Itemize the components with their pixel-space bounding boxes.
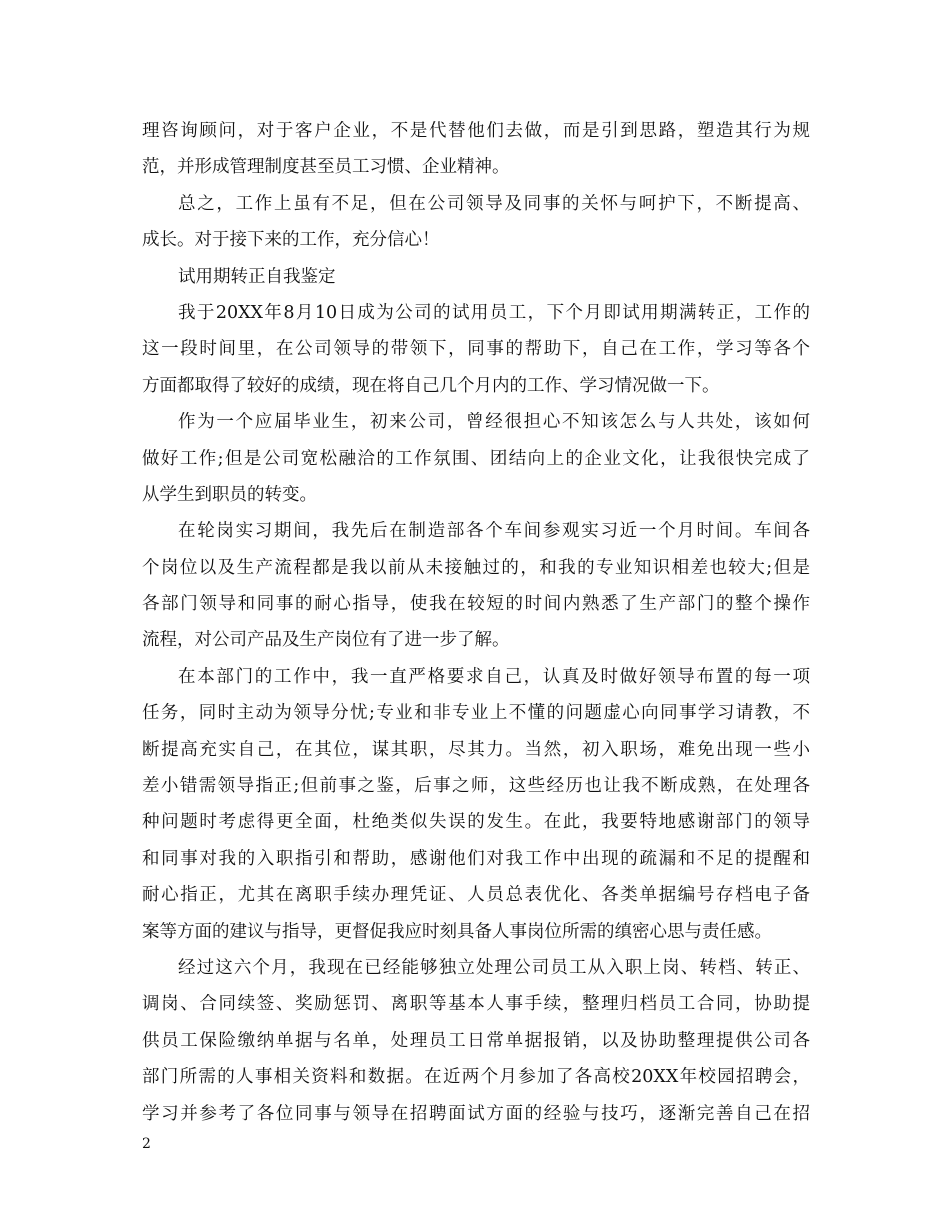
paragraph: [142, 659, 810, 950]
text-line: 耐心指正，尤其在离职手续办理凭证、人员总表优化、各类单据编号存档电子备: [142, 885, 810, 906]
document-body: [142, 113, 810, 1132]
heading-text: 试用期转正自我鉴定: [178, 266, 336, 287]
text-line: 和同事对我的入职指引和帮助，感谢他们对我工作中出现的疏漏和不足的提醒和: [142, 848, 810, 869]
section-heading: [142, 259, 810, 295]
paragraph: [142, 950, 810, 1132]
text-line: 这一段时间里，在公司领导的带领下，同事的帮助下，自己在工作，学习等各个: [142, 339, 810, 360]
text-line: 成长。对于接下来的工作，充分信心！: [142, 230, 440, 251]
text-line: 方面都取得了较好的成绩，现在将自己几个月内的工作、学习情况做一下。: [142, 375, 720, 396]
text-line: 做好工作;但是公司宽松融洽的工作氛围、团结向上的企业文化，让我很快完成了: [142, 448, 810, 469]
paragraph: [142, 113, 810, 186]
text-line: 供员工保险缴纳单据与名单，处理员工日常单据报销，以及协助整理提供公司各: [142, 1030, 810, 1051]
text-line: 差小错需领导指正;但前事之鉴，后事之师，这些经历也让我不断成熟，在处理各: [142, 776, 810, 797]
text-line: 任务，同时主动为领导分忧;专业和非专业上不懂的问题虚心向同事学习请教，不: [142, 703, 810, 724]
text-line: 我于20XX年8月10日成为公司的试用员工，下个月即试用期满转正，工作的: [178, 302, 810, 323]
text-line: 部门所需的人事相关资料和数据。在近两个月参加了各高校20XX年校园招聘会，: [142, 1067, 810, 1088]
text-line: 流程，对公司产品及生产岗位有了进一步了解。: [142, 630, 510, 651]
text-line: 理咨询顾问，对于客户企业，不是代替他们去做，而是引到思路，塑造其行为规: [142, 121, 810, 141]
paragraph: [142, 513, 810, 659]
text-line: 在本部门的工作中，我一直严格要求自己，认真及时做好领导布置的每一项: [178, 666, 810, 687]
text-line: 总之，工作上虽有不足，但在公司领导及同事的关怀与呵护下，不断提高、: [178, 193, 810, 214]
text-line: 调岗、合同续签、奖励惩罚、离职等基本人事手续，整理归档员工合同，协助提: [142, 994, 810, 1015]
text-line: 案等方面的建议与指导，更督促我应时刻具备人事岗位所需的缜密心思与责任感。: [142, 921, 772, 942]
text-line: 在轮岗实习期间，我先后在制造部各个车间参观实习近一个月时间。车间各: [178, 521, 810, 542]
paragraph: [142, 186, 810, 259]
text-line: 种问题时考虑得更全面，杜绝类似失误的发生。在此，我要特地感谢部门的领导: [142, 812, 810, 833]
text-line: 作为一个应届毕业生，初来公司，曾经很担心不知该怎么与人共处，该如何: [178, 412, 810, 433]
text-line: 经过这六个月，我现在已经能够独立处理公司员工从入职上岗、转档、转正、: [178, 957, 810, 978]
text-line: 断提高充实自己，在其位，谋其职，尽其力。当然，初入职场，难免出现一些小: [142, 739, 810, 760]
text-line: 从学生到职员的转变。: [142, 484, 317, 505]
paragraph: [142, 295, 810, 404]
text-line: 范，并形成管理制度甚至员工习惯、企业精神。: [142, 157, 510, 178]
text-line: 学习并参考了各位同事与领导在招聘面试方面的经验与技巧，逐渐完善自己在招: [142, 1103, 810, 1124]
page-number: 2: [142, 1136, 151, 1152]
text-line: 个岗位以及生产流程都是我以前从未接触过的，和我的专业知识相差也较大;但是: [142, 557, 810, 578]
text-line: 各部门领导和同事的耐心指导，使我在较短的时间内熟悉了生产部门的整个操作: [142, 594, 810, 615]
paragraph: [142, 404, 810, 513]
